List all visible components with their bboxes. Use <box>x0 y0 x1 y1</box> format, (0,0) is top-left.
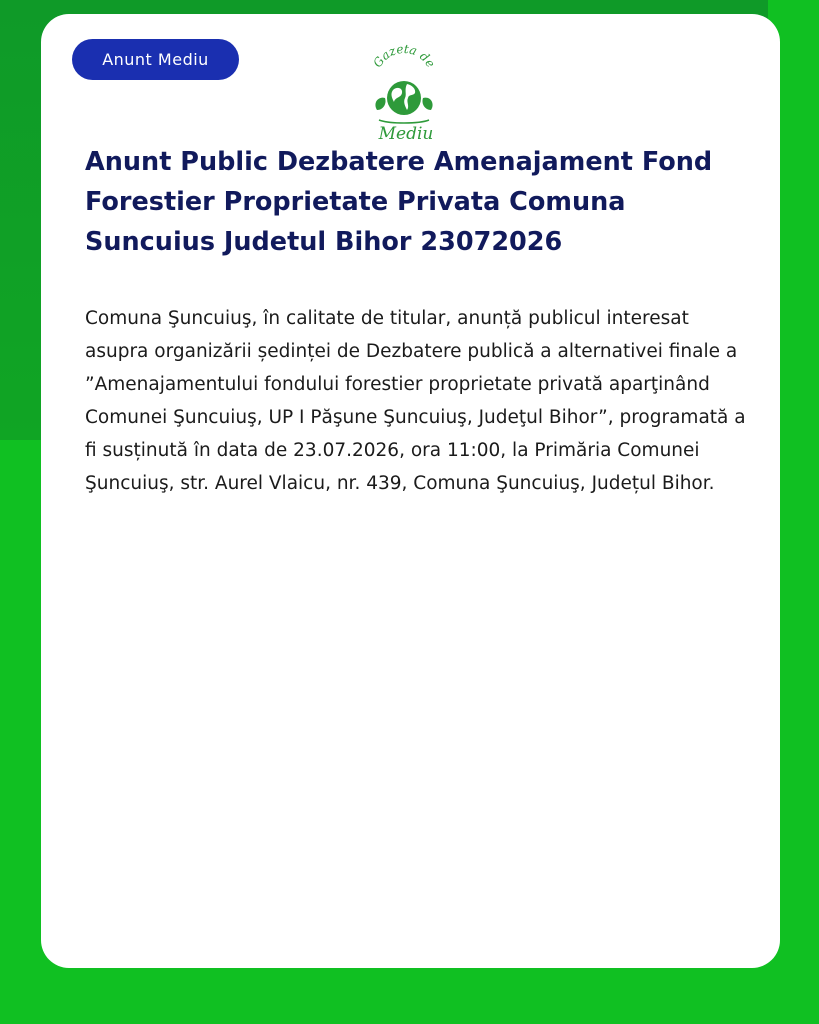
logo-word: Mediu <box>378 124 434 144</box>
gazeta-de-mediu-logo <box>359 38 449 146</box>
announcement-card <box>41 14 780 968</box>
globe-icon <box>387 81 421 115</box>
announcement-body: Comuna Şuncuiuş, în calitate de titular, anunță publicul interesat asupra organizării ședinței de Dezbatere publică a alternativei finale a ”Amenajamentului fondului forestier proprietate privată aparţinând Comunei Şuncuiuş, UP I Păşune Şuncuiuş, Judeţul Bihor”, programată a fi susținută în data de 23.07.2026, ora 11:00, la Primăria Comunei Şuncuiuş, str. Aurel Vlaicu, nr. 439, Comuna Şuncuiuş, Județul Bihor. <box>85 308 746 494</box>
announcement-title: Anunt Public Dezbatere Amenajament Fond Forestier Proprietate Privata Comuna Suncuius Judetul Bihor 23072026 <box>85 147 713 257</box>
logo-arc-text: Gazeta de <box>370 41 438 70</box>
logo-graphic <box>359 38 449 146</box>
category-badge-label: Anunt Mediu <box>102 50 209 69</box>
leaf-icon <box>422 98 432 110</box>
leaf-icon <box>375 98 385 110</box>
category-badge[interactable] <box>72 39 239 80</box>
